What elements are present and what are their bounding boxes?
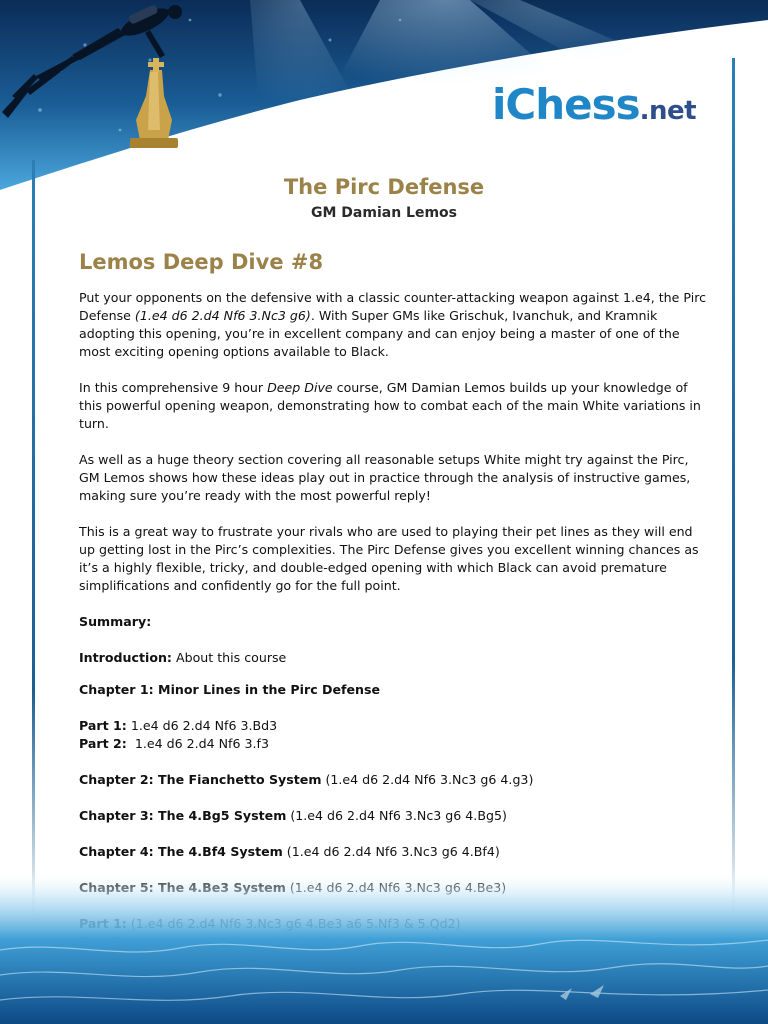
chapter-1-part-2 [79,735,709,753]
part-moves: 1.e4 d6 2.d4 Nf6 3.Bd3 [126,718,278,733]
part-label: Part 2: [79,736,127,751]
chapter-4-line [79,843,709,861]
paragraph-text: . With Super GMs like Grischuk, Ivanchuk, and Kramnik adopting this opening, you’re in excellent company and can enjoy being a master of one of the most exciting opening options available to Black. [79,308,680,359]
summary-label-text: Summary: [79,614,152,629]
chapter-1-title: Chapter 1: Minor Lines in the Pirc Defense [79,682,381,697]
opening-moves-text: (1.e4 d6 2.d4 Nf6 3.Nc3 g6) [134,308,311,323]
introduction-label: Introduction: [79,650,172,665]
introduction-line [79,649,709,667]
course-paragraph [79,379,709,433]
chapter-1-part-1 [79,717,709,735]
chapter-3-moves: (1.e4 d6 2.d4 Nf6 3.Nc3 g6 4.Bg5) [286,808,507,823]
document-title: The Pirc Defense [283,175,485,199]
part-moves: 1.e4 d6 2.d4 Nf6 3.f3 [126,736,269,751]
left-decorative-bar [32,160,35,920]
underwater-footer-banner [0,870,768,1024]
paragraph-text: course, GM Damian Lemos builds up your knowledge of this powerful opening weapon, demonstrating how to combat each of the main White variations in turn. [79,380,701,431]
ichess-logo [492,80,696,130]
paragraph-text: Put your opponents on the defensive with a classic counter-attacking weapon against 1.e4, the Pirc Defense [79,290,707,323]
section-heading: Lemos Deep Dive #8 [79,250,324,274]
document-author: GM Damian Lemos [311,205,457,221]
chapter-2-title: Chapter 2: The Fianchetto System [79,772,322,787]
chapter-3-line [79,807,709,825]
paragraph-text: In this comprehensive 9 hour [79,380,268,395]
logo-domain-suffix: .net [639,96,697,126]
theory-paragraph: As well as a huge theory section covering all reasonable setups White might try against the Pirc, GM Lemos shows how these ideas play out in practice through the analysis of instructive games, making sure you’re ready with the most powerful reply! [79,452,691,503]
chapter-4-title: Chapter 4: The 4.Bf4 System [79,844,283,859]
intro-paragraph [79,289,709,361]
chapter-1-line [79,681,709,699]
summary-label [79,613,709,631]
chapter-2-moves: (1.e4 d6 2.d4 Nf6 3.Nc3 g6 4.g3) [321,772,534,787]
document-body [79,289,709,951]
chapter-2-line [79,771,709,789]
chapter-3-title: Chapter 3: The 4.Bg5 System [79,808,287,823]
course-name-text: Deep Dive [267,380,333,395]
part-label: Part 1: [79,718,127,733]
logo-wordmark: iChess [492,80,640,129]
chapter-4-moves: (1.e4 d6 2.d4 Nf6 3.Nc3 g6 4.Bf4) [282,844,500,859]
introduction-text: About this course [171,650,287,665]
benefits-paragraph: This is a great way to frustrate your rivals who are used to playing their pet lines as they will end up getting lost in the Pirc’s complexities. The Pirc Defense gives you excellent winning chances as it’s a highly flexible, tricky, and double-edged opening with which Black can avoid premature simplifications and confidently go for the full point. [79,524,699,593]
